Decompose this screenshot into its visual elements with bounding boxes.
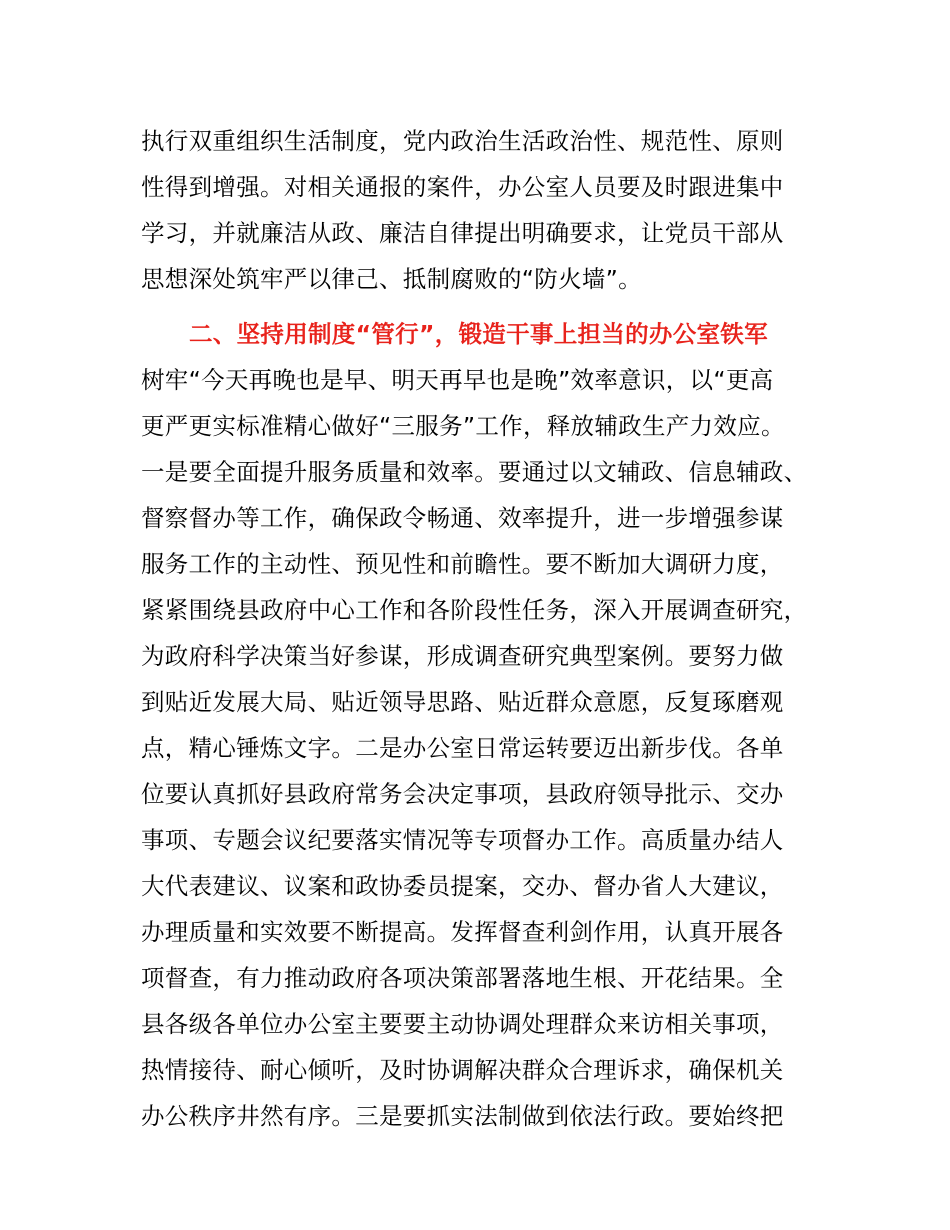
paragraph-line: 办公秩序井然有序。三是要抓实法制做到依法行政。要始终把 [141,1102,784,1130]
paragraph-line: 更严更实标准精心做好“三服务”工作，释放辅政生产力效应。 [141,412,785,440]
paragraph-line: 大代表建议、议案和政协委员提案，交办、督办省人大建议， [141,872,784,900]
paragraph-line: 项督查，有力推动政府各项决策部署落地生根、开花结果。全 [141,964,784,992]
paragraph-1 [141,118,841,302]
paragraph-line: 学习，并就廉洁从政、廉洁自律提出明确要求，让党员干部从 [141,219,784,247]
paragraph-line: 县各级各单位办公室主要要主动协调处理群众来访相关事项， [141,1010,784,1038]
paragraph-line: 一是要全面提升服务质量和效率。要通过以文辅政、信息辅政、 [141,458,808,486]
paragraph-line: 执行双重组织生活制度，党内政治生活政治性、规范性、原则 [141,127,784,155]
paragraph-line: 思想深处筑牢严以律己、抵制腐败的“防火墙”。 [141,265,642,293]
paragraph-line: 紧紧围绕县政府中心工作和各阶段性任务，深入开展调查研究， [141,596,808,624]
paragraph-line: 树牢“今天再晚也是早、明天再早也是晚”效率意识，以“更高 [141,366,774,394]
section-heading: 二、坚持用制度“管行”，锻造干事上担当的办公室铁军 [189,320,768,348]
paragraph-line: 服务工作的主动性、预见性和前瞻性。要不断加大调研力度， [141,550,784,578]
paragraph-line: 位要认真抓好县政府常务会决定事项，县政府领导批示、交办 [141,780,784,808]
paragraph-line: 事项、专题会议纪要落实情况等专项督办工作。高质量办结人 [141,826,784,854]
paragraph-line: 热情接待、耐心倾听，及时协调解决群众合理诉求，确保机关 [141,1056,784,1084]
paragraph-line: 办理质量和实效要不断提高。发挥督查利剑作用，认真开展各 [141,918,784,946]
paragraph-line: 督察督办等工作，确保政令畅通、效率提升，进一步增强参谋 [141,504,784,532]
paragraph-line: 为政府科学决策当好参谋，形成调查研究典型案例。要努力做 [141,642,784,670]
section-2 [141,311,841,1139]
paragraph-line: 到贴近发展大局、贴近领导思路、贴近群众意愿，反复琢磨观 [141,688,784,716]
paragraph-line: 点，精心锤炼文字。二是办公室日常运转要迈出新步伐。各单 [141,734,784,762]
paragraph-line: 性得到增强。对相关通报的案件，办公室人员要及时跟进集中 [141,173,784,201]
